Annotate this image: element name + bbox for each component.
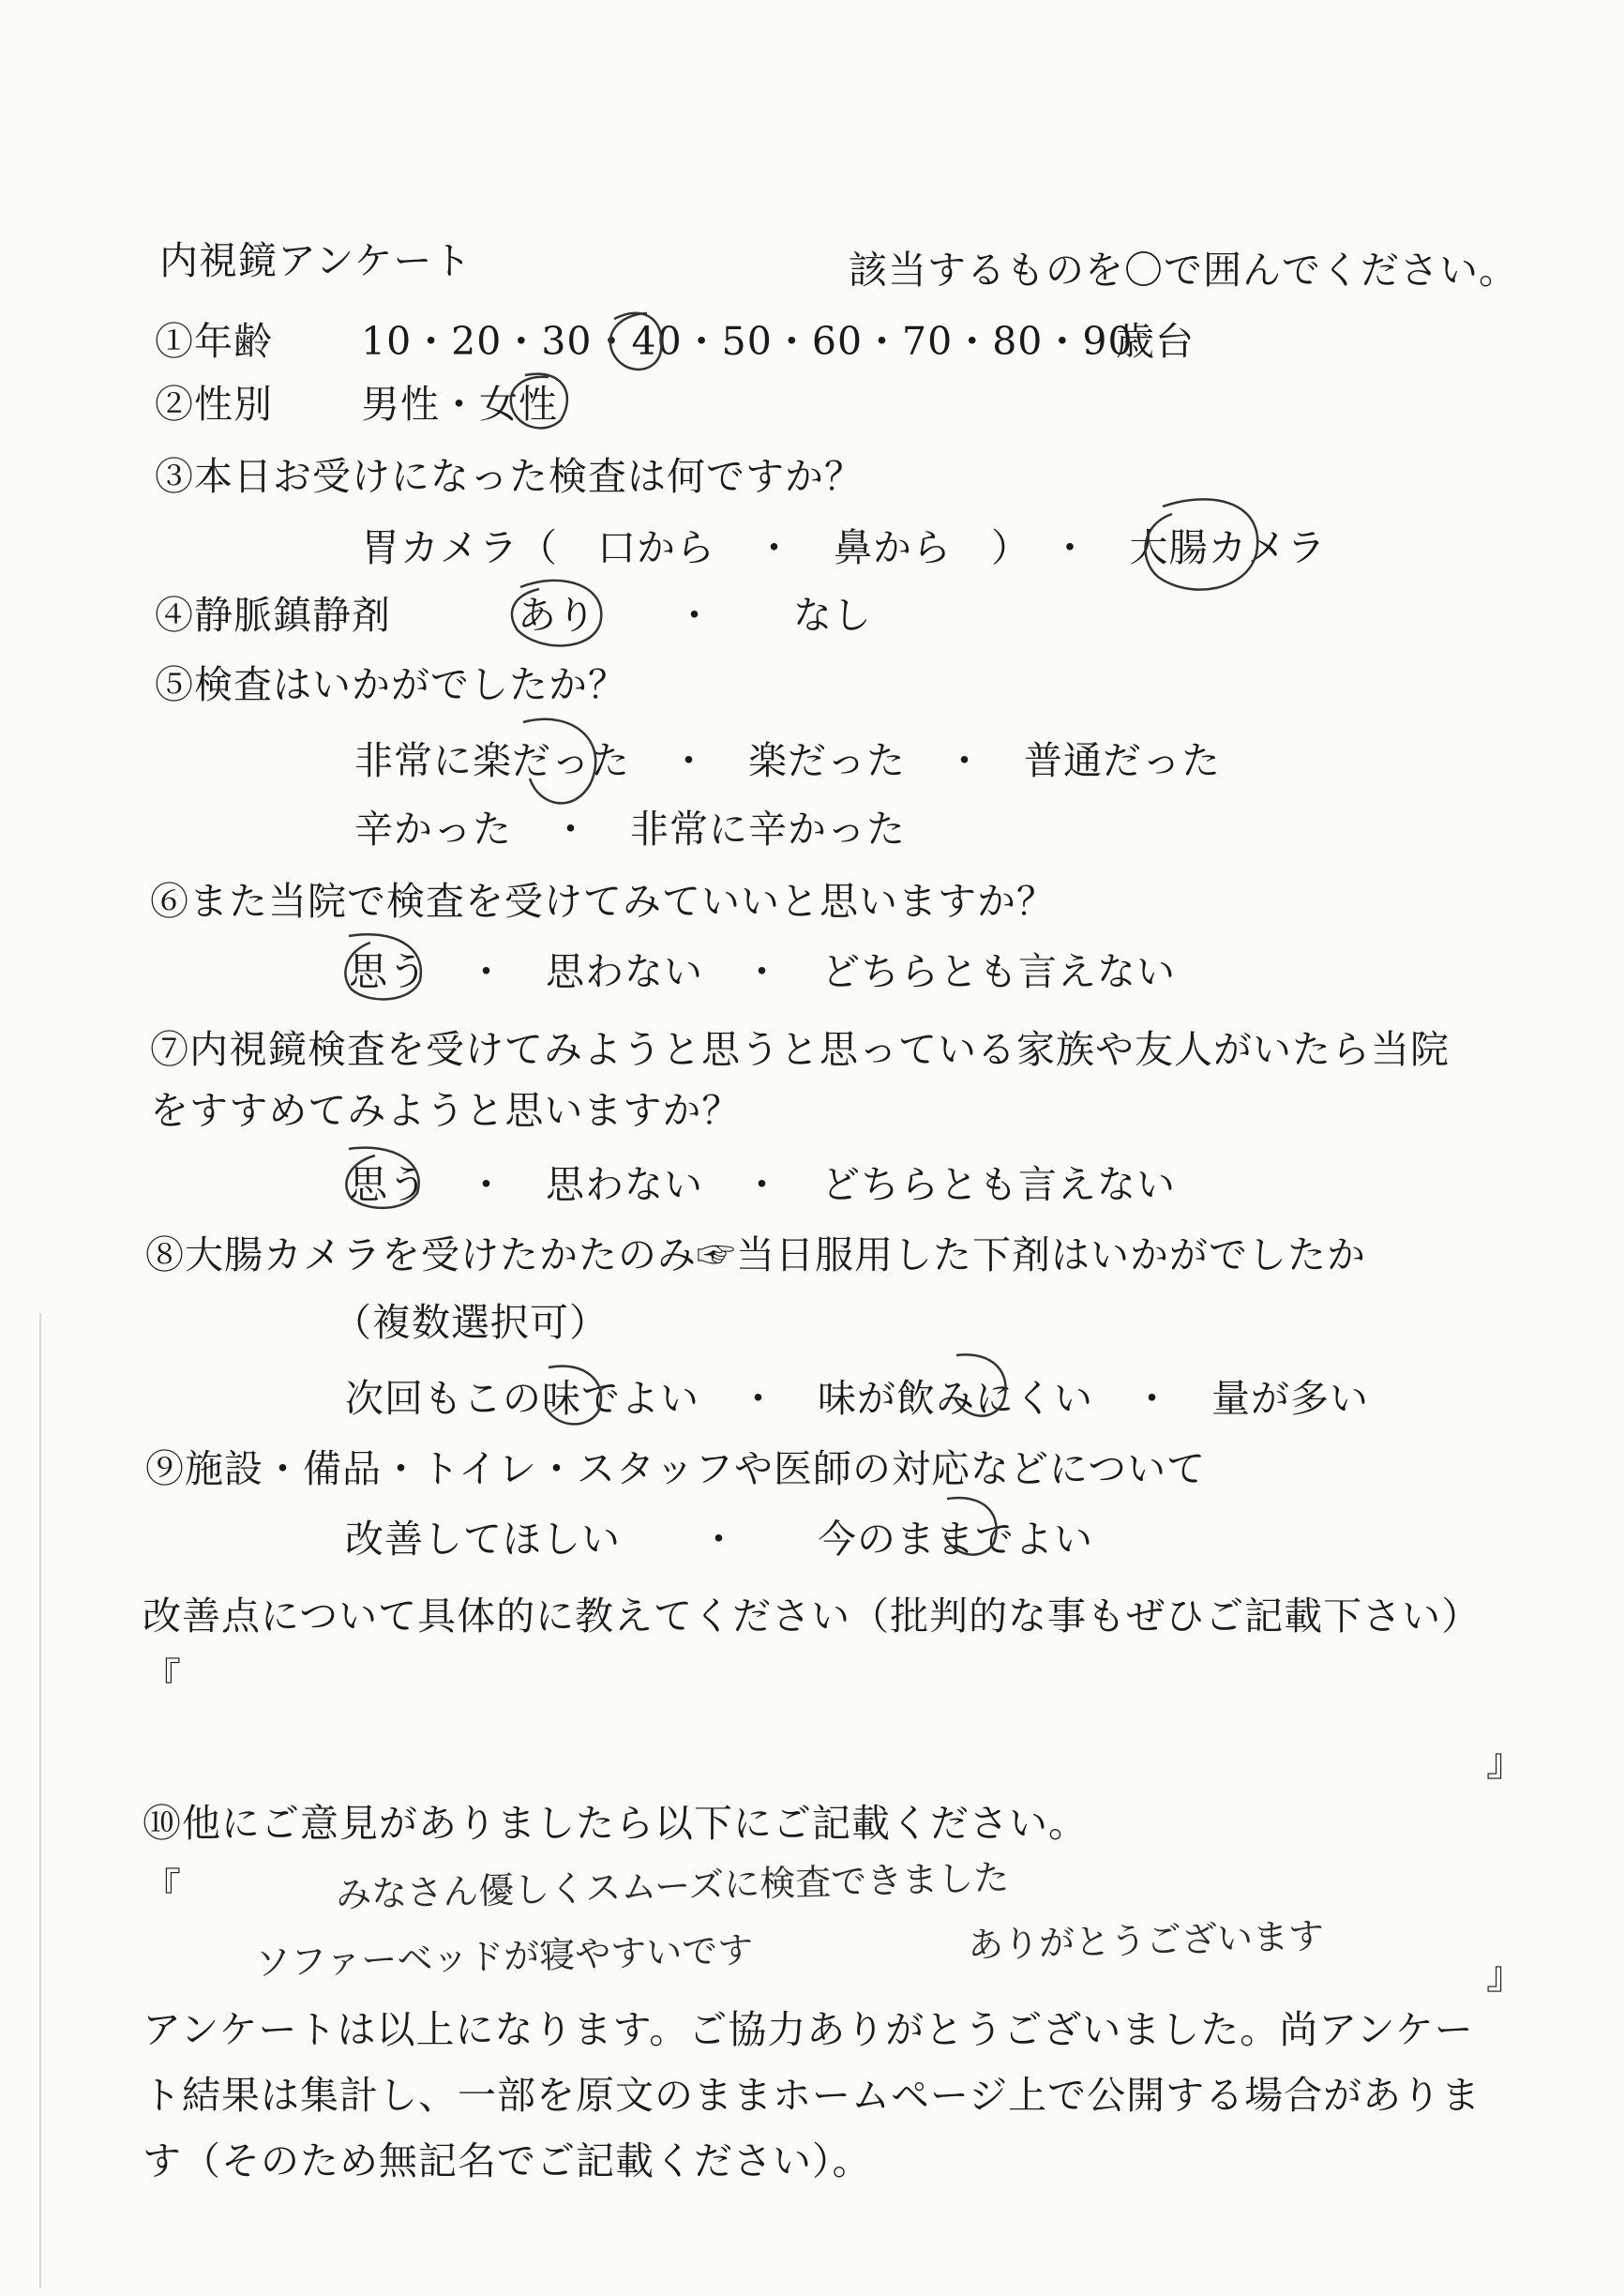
improvement-prompt: 改善点について具体的に教えてください（批判的な事もぜひご記載下さい）	[143, 1594, 1481, 1639]
q6-options[interactable]: 思う ・ 思わない ・ どちらとも言えない	[349, 949, 1176, 994]
q5-options-row1[interactable]: 非常に楽だった ・ 楽だった ・ 普通だった	[354, 738, 1221, 783]
footer-line3: す（そのため無記名でご記載ください）。	[143, 2138, 872, 2183]
q3-question: ③本日お受けになった検査は何ですか？	[155, 454, 864, 499]
improvement-close-bracket: 』	[1486, 1740, 1526, 1785]
q9-options[interactable]: 改善してほしい ・ 今のままでよい	[345, 1517, 1093, 1562]
q10-close-bracket: 』	[1486, 1953, 1526, 1998]
q1-options[interactable]: 10・20・30・40・50・60・70・80・90	[361, 319, 1134, 364]
circle-q5-very-easy	[523, 719, 595, 804]
q1-suffix: 歳台	[1116, 319, 1195, 364]
q9-question: ⑨施設・備品・トイレ・スタッフや医師の対応などについて	[145, 1446, 1207, 1491]
circle-q7-think	[346, 1148, 418, 1208]
q7-question-line2: をすすめてみようと思いますか？	[150, 1088, 742, 1133]
q10-handwritten-line2: ソファーベッドが寝やすいです	[254, 1929, 754, 1984]
circle-q3-colonoscopy	[1145, 499, 1257, 589]
circle-q9-keep-as-is	[945, 1498, 997, 1555]
q4-options[interactable]: あり ・ なし	[518, 593, 872, 638]
circle-q4-ari	[512, 581, 601, 646]
q8-options[interactable]: 次回もこの味でよい ・ 味が飲みにくい ・ 量が多い	[345, 1376, 1369, 1421]
q1-label: ①年齢	[155, 319, 273, 364]
q8-note: （複数選択可）	[333, 1300, 609, 1345]
q10-open-bracket: 『	[143, 1865, 182, 1910]
circle-q1-40	[610, 313, 662, 370]
q10-handwritten-line1: みなさん優しくスムーズに検査できました	[335, 1856, 1010, 1916]
q5-question: ⑤検査はいかがでしたか？	[155, 662, 627, 707]
q2-label: ②性別	[155, 382, 273, 427]
q6-question: ⑥また当院で検査を受けてみていいと思いますか？	[150, 879, 1056, 924]
circle-q2-female	[511, 374, 567, 429]
q7-options[interactable]: 思う ・ 思わない ・ どちらとも言えない	[349, 1162, 1176, 1207]
q8-question: ⑧大腸カメラを受けたかたのみ☞当日服用した下剤はいかがでしたか	[145, 1232, 1366, 1277]
q5-options-row2[interactable]: 辛かった ・ 非常に辛かった	[354, 807, 906, 852]
improvement-open-bracket: 『	[143, 1654, 182, 1699]
circle-q8-hard-to-drink	[955, 1354, 1006, 1415]
q10-prompt: ⑩他にご意見がありましたら以下にご記載ください。	[143, 1801, 1088, 1846]
q7-question-line1: ⑦内視鏡検査を受けてみようと思うと思っている家族や友人がいたら当院	[150, 1027, 1450, 1072]
footer-line1: アンケートは以上になります。ご協力ありがとうございました。尚アンケー	[143, 2007, 1474, 2052]
circle-q8-taste-ok	[546, 1366, 601, 1424]
footer-line2: ト結果は集計し、一部を原文のままホームページ上で公開する場合がありま	[143, 2073, 1481, 2118]
q2-options[interactable]: 男性・女性	[361, 382, 558, 427]
circle-q6-think	[345, 934, 420, 999]
instruction-text: 該当するものを〇で囲んでください。	[849, 248, 1518, 293]
q4-label: ④静脈鎮静剤	[155, 593, 391, 638]
q10-handwritten-line3: ありがとうございます	[967, 1915, 1325, 1966]
q3-options[interactable]: 胃カメラ（ 口から ・ 鼻から ） ・ 大腸カメラ	[361, 525, 1327, 570]
survey-title: 内視鏡アンケート	[159, 238, 473, 283]
